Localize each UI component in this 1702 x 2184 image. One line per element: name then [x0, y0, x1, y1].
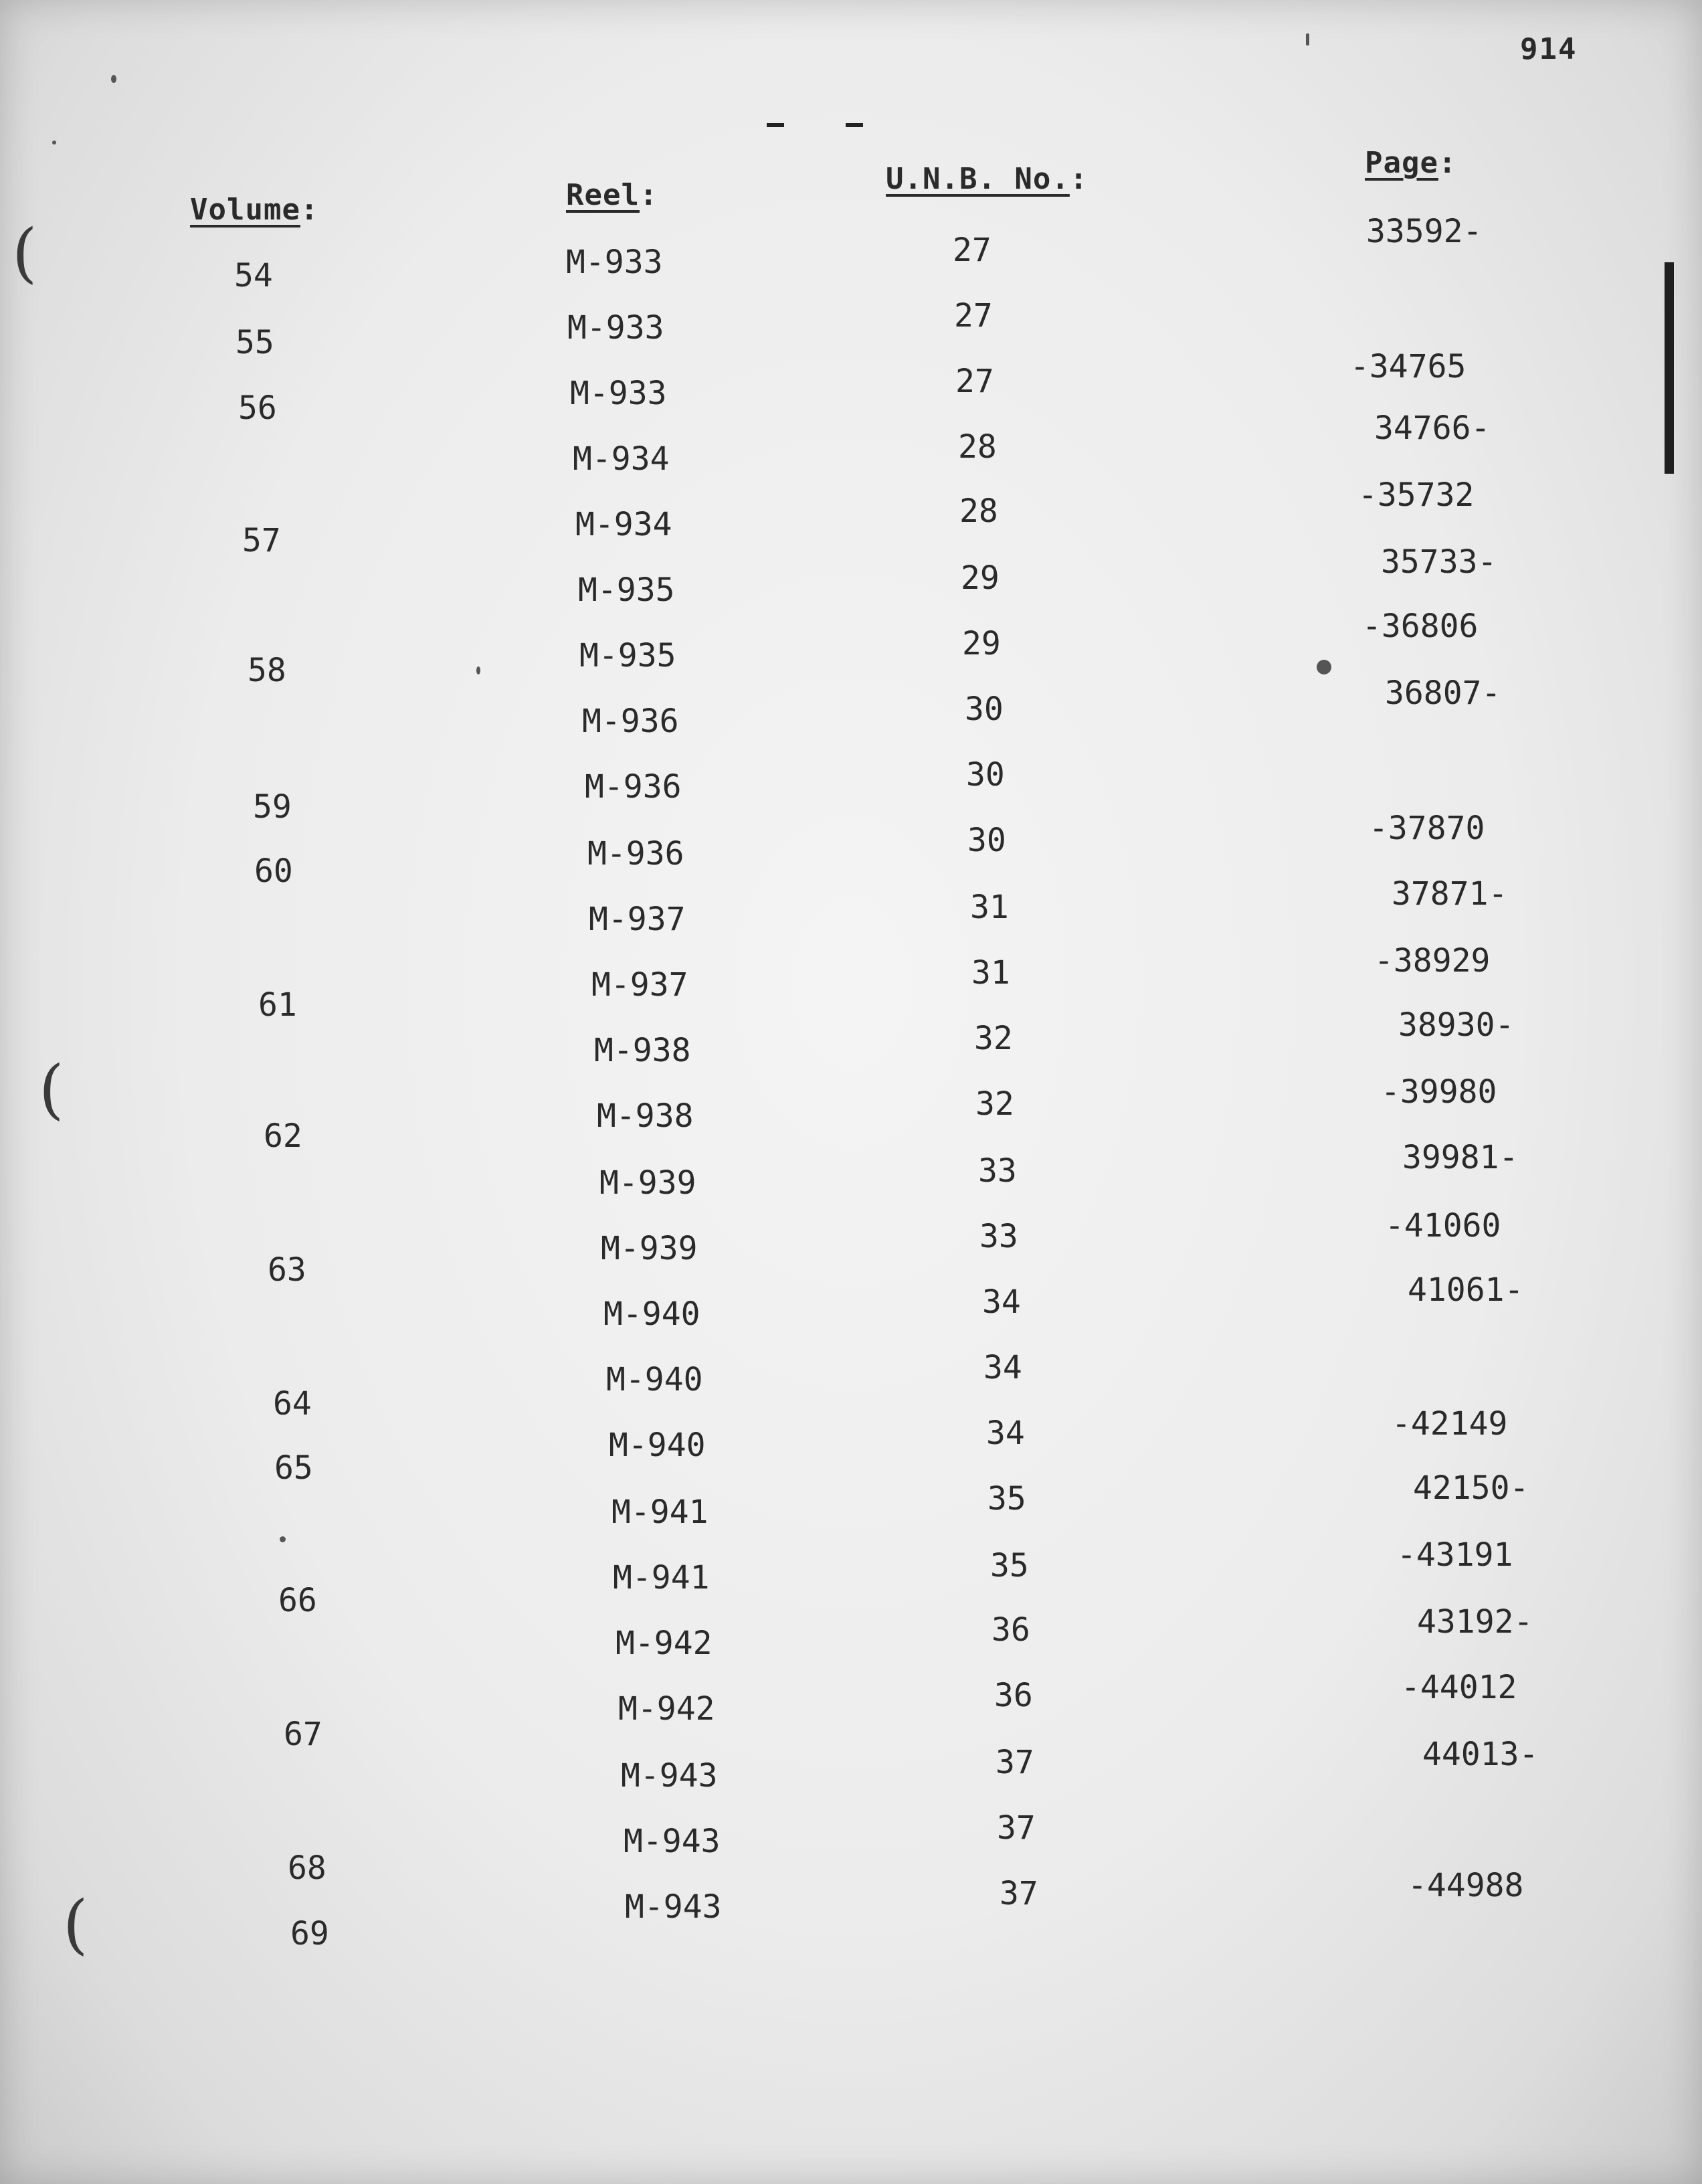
volume-cell: 55: [235, 324, 274, 361]
unb-cell: 35: [990, 1547, 1029, 1584]
reel-cell: M-934: [573, 440, 670, 478]
page-cell: -37870: [1369, 810, 1485, 847]
unb-header: U.N.B. No.:: [886, 162, 1089, 196]
volume-cell: 64: [273, 1385, 312, 1423]
reel-cell: M-937: [589, 901, 686, 938]
unb-cell: 34: [983, 1349, 1022, 1386]
unb-cell: 36: [994, 1677, 1033, 1714]
dash-mark: [767, 123, 784, 127]
volume-cell: 57: [242, 522, 281, 559]
page-cell: -39980: [1381, 1073, 1497, 1111]
unb-cell: 33: [978, 1152, 1017, 1190]
unb-cell: 30: [965, 691, 1004, 728]
unb-cell: 37: [996, 1744, 1034, 1781]
unb-cell: 29: [962, 625, 1001, 662]
unb-cell: 37: [997, 1809, 1036, 1847]
volume-cell: 59: [253, 788, 292, 826]
edge-bar: [1665, 262, 1674, 474]
page-number: 914: [1520, 32, 1578, 66]
reel-cell: M-936: [587, 835, 684, 873]
unb-cell: 34: [986, 1415, 1025, 1452]
margin-paren: (: [39, 1052, 64, 1127]
page-cell: -36806: [1362, 608, 1479, 645]
ink-speck: [476, 666, 480, 674]
reel-cell: M-941: [613, 1559, 710, 1597]
page-cell: 43192-: [1417, 1603, 1533, 1641]
page-cell: 41061-: [1408, 1271, 1524, 1309]
reel-cell: M-933: [566, 244, 663, 281]
reel-cell: M-940: [609, 1427, 706, 1464]
page-cell: 37871-: [1392, 875, 1508, 913]
page-cell: -38929: [1374, 942, 1491, 980]
reel-cell: M-939: [601, 1230, 698, 1267]
reel-cell: M-940: [606, 1361, 703, 1398]
ink-speck: [1306, 33, 1309, 46]
dash-mark: [846, 123, 863, 127]
page-cell: 42150-: [1413, 1469, 1529, 1507]
unb-cell: 27: [955, 363, 994, 400]
reel-cell: M-942: [616, 1625, 713, 1662]
unb-cell: 36: [991, 1611, 1030, 1649]
volume-cell: 54: [234, 257, 273, 294]
page-cell: -43191: [1397, 1536, 1513, 1574]
unb-cell: 32: [975, 1085, 1014, 1123]
reel-cell: M-943: [621, 1757, 718, 1795]
unb-cell: 27: [953, 232, 991, 269]
volume-cell: 69: [290, 1915, 329, 1952]
reel-cell: M-936: [582, 703, 679, 740]
volume-cell: 65: [274, 1449, 313, 1487]
unb-cell: 31: [971, 954, 1010, 992]
page-cell: -42149: [1392, 1405, 1508, 1443]
reel-cell: M-937: [591, 966, 688, 1004]
unb-cell: 32: [974, 1020, 1013, 1057]
page-cell: 36807-: [1385, 674, 1501, 712]
reel-header: Reel:: [566, 178, 658, 212]
page-cell: -41060: [1385, 1207, 1501, 1245]
volume-cell: 60: [254, 852, 293, 890]
page-cell: -44988: [1408, 1867, 1524, 1904]
page-cell: -34765: [1350, 348, 1467, 385]
reel-cell: M-933: [570, 375, 667, 412]
ink-speck: [280, 1536, 286, 1542]
reel-cell: M-939: [599, 1164, 696, 1202]
reel-cell: M-943: [624, 1823, 721, 1860]
volume-cell: 66: [278, 1582, 317, 1619]
page-cell: 33592-: [1366, 213, 1483, 250]
volume-cell: 62: [264, 1117, 302, 1155]
volume-cell: 67: [284, 1716, 322, 1753]
page-cell: 34766-: [1374, 410, 1491, 447]
page-cell: 39981-: [1402, 1139, 1519, 1176]
unb-cell: 30: [966, 756, 1005, 794]
ink-speck: [111, 75, 116, 83]
reel-cell: M-943: [625, 1888, 722, 1926]
reel-cell: M-936: [585, 768, 682, 806]
unb-cell: 37: [1000, 1875, 1038, 1912]
unb-cell: 27: [954, 297, 993, 335]
page-cell: 44013-: [1422, 1736, 1539, 1773]
page-header: Page:: [1365, 146, 1457, 180]
page-cell: 35733-: [1381, 543, 1497, 581]
unb-cell: 31: [970, 889, 1009, 926]
reel-cell: M-942: [618, 1690, 715, 1728]
reel-cell: M-935: [579, 637, 676, 674]
page-cell: -44012: [1401, 1669, 1517, 1706]
page-cell: -35732: [1358, 476, 1475, 514]
ink-speck: [52, 141, 56, 145]
reel-cell: M-941: [611, 1493, 708, 1531]
volume-cell: 61: [258, 986, 297, 1024]
reel-cell: M-935: [578, 571, 675, 609]
reel-cell: M-934: [575, 506, 672, 543]
unb-cell: 34: [982, 1283, 1021, 1321]
volume-cell: 56: [238, 389, 277, 427]
ink-speck: [1317, 660, 1331, 674]
unb-cell: 29: [961, 559, 1000, 597]
reel-cell: M-933: [567, 309, 664, 347]
page-cell: 38930-: [1398, 1006, 1515, 1044]
volume-cell: 63: [268, 1251, 306, 1289]
reel-cell: M-938: [594, 1032, 691, 1069]
margin-paren: (: [12, 215, 37, 290]
unb-cell: 33: [979, 1218, 1018, 1255]
margin-paren: (: [63, 1887, 88, 1962]
unb-cell: 28: [958, 428, 997, 466]
volume-cell: 68: [288, 1849, 326, 1887]
volume-header: Volume:: [190, 193, 319, 227]
unb-cell: 28: [959, 492, 998, 530]
volume-cell: 58: [248, 652, 286, 689]
reel-cell: M-940: [603, 1295, 700, 1333]
reel-cell: M-938: [597, 1097, 694, 1135]
unb-cell: 35: [987, 1480, 1026, 1518]
unb-cell: 30: [967, 822, 1006, 859]
